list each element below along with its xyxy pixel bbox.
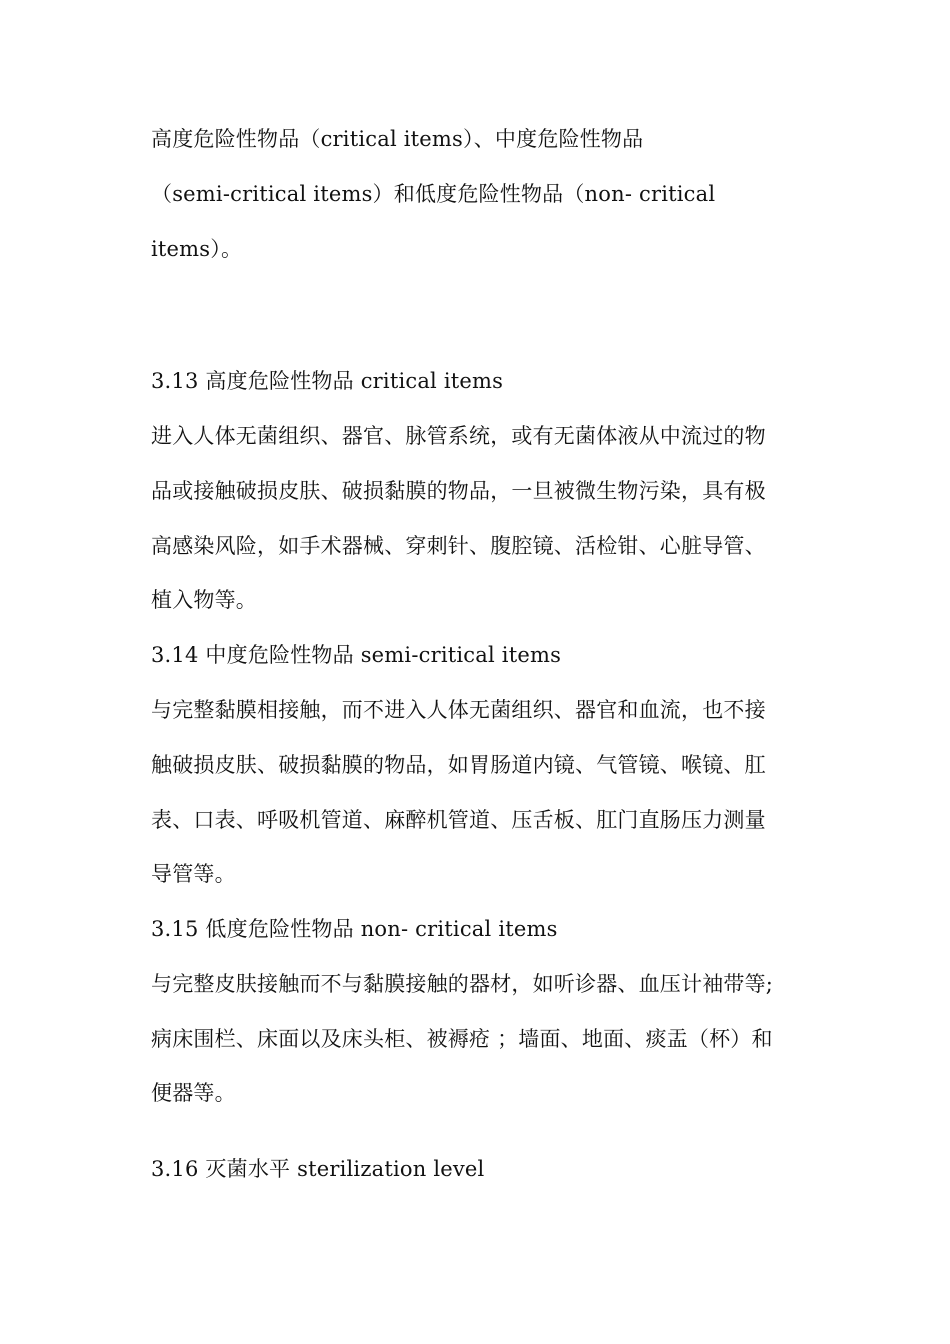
section-heading: 3.15 低度危险性物品 non- critical items	[151, 917, 558, 941]
section-heading: 3.13 高度危险性物品 critical items	[151, 369, 504, 393]
section-heading: 3.14 中度危险性物品 semi-critical items	[151, 643, 562, 667]
paragraph-line: 导管等。	[151, 862, 236, 886]
paragraph-line: 病床围栏、床面以及床头柜、被褥疮 ；墙面、地面、痰盂（杯）和	[151, 1027, 773, 1051]
paragraph-line: 进入人体无菌组织、器官、脉管系统，或有无菌体液从中流过的物	[151, 424, 766, 448]
paragraph-line: 便器等。	[151, 1081, 236, 1105]
section-heading: 3.16 灭菌水平 sterilization level	[151, 1157, 485, 1181]
paragraph-line: 与完整黏膜相接触，而不进入人体无菌组织、器官和血流，也不接	[151, 698, 766, 722]
intro-line: items）。	[151, 237, 243, 261]
paragraph-line: 表、口表、呼吸机管道、麻醉机管道、压舌板、肛门直肠压力测量	[151, 808, 766, 832]
paragraph-line: 高感染风险，如手术器械、穿刺针、腹腔镜、活检钳、心脏导管、	[151, 534, 766, 558]
paragraph-line: 与完整皮肤接触而不与黏膜接触的器材，如听诊器、血压计袖带等;	[151, 972, 774, 996]
paragraph-line: 植入物等。	[151, 588, 257, 612]
paragraph-line: 品或接触破损皮肤、破损黏膜的物品，一旦被微生物污染，具有极	[151, 479, 766, 503]
intro-line: （semi-critical items）和低度危险性物品（non- critical	[151, 182, 716, 206]
paragraph-line: 触破损皮肤、破损黏膜的物品，如胃肠道内镜、气管镜、喉镜、肛	[151, 753, 766, 777]
intro-line: 高度危险性物品（critical items）、中度危险性物品	[151, 127, 644, 151]
